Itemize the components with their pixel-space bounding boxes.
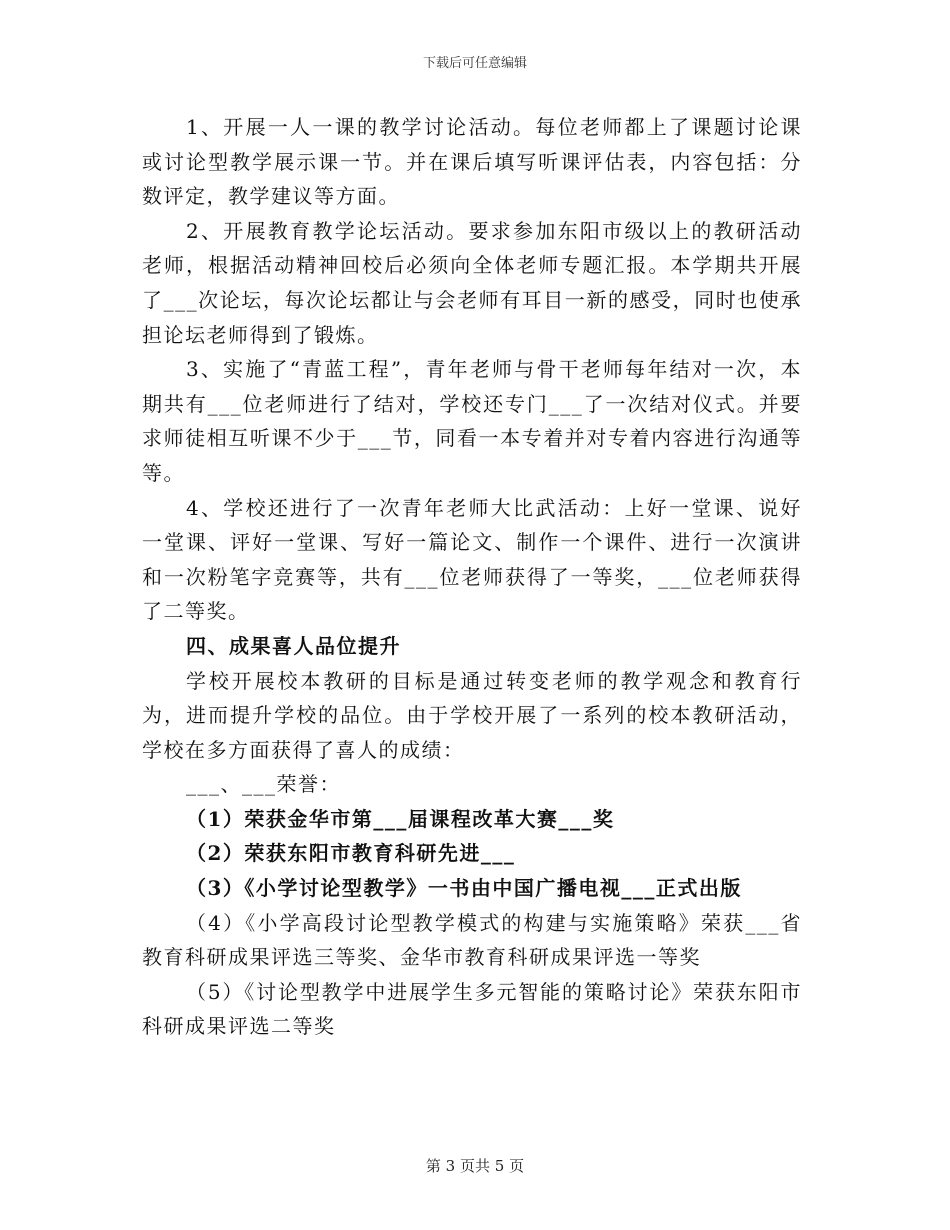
honor-item-5: （5）《讨论型教学中进展学生多元智能的策略讨论》荣获东阳市科研成果评选二等奖: [142, 979, 802, 1039]
honor-item-1: （1）荣获金华市第___届课程改革大赛___奖: [186, 806, 615, 831]
paragraph-1: 1、开展一人一课的教学讨论活动。每位老师都上了课题讨论课或讨论型教学展示课一节。并在课后填写听课评估表，内容包括：分数评定，教学建议等方面。: [142, 115, 802, 209]
honor-item-4: （4）《小学高段讨论型教学模式的构建与实施策略》荣获___省教育科研成果评选三等奖、金华市教育科研成果评选一等奖: [142, 910, 802, 970]
paragraph-3: 3、实施了“青蓝工程”，青年老师与骨干老师每年结对一次，本期共有___位老师进行了结对，学校还专门___了一次结对仪式。并要求师徒相互听课不少于___节，同看一本专着并对专着内容进行沟通等等。: [142, 357, 802, 485]
honor-item-3: （3）《小学讨论型教学》一书由中国广播电视___正式出版: [186, 876, 742, 901]
paragraph-5: 学校开展校本教研的目标是通过转变老师的教学观念和教育行为，进而提升学校的品位。由于学校开展了一系列的校本教研活动，学校在多方面获得了喜人的成绩：: [142, 668, 802, 762]
document-body: [142, 110, 802, 1044]
page-header: 下载后可任意编辑: [422, 56, 527, 71]
page-footer: 第 3 页共 5 页: [425, 1157, 525, 1175]
honors-label: ___、___荣誉：: [186, 772, 341, 797]
paragraph-4: 4、学校还进行了一次青年老师大比武活动：上好一堂课、说好一堂课、评好一堂课、写好一篇论文、制作一个课件、进行一次演讲和一次粉笔字竞赛等，共有___位老师获得了一等奖，___位老师获得了二等奖。: [142, 495, 802, 624]
section-heading: 四、成果喜人品位提升: [186, 633, 401, 658]
paragraph-2: 2、开展教育教学论坛活动。要求参加东阳市级以上的教研活动老师，根据活动精神回校后必须向全体老师专题汇报。本学期共开展了___次论坛，每次论坛都让与会老师有耳目一新的感受，同时也使承担论坛老师得到了锻炼。: [142, 218, 802, 347]
honor-item-2: （2）荣获东阳市教育科研先进___: [186, 841, 516, 866]
